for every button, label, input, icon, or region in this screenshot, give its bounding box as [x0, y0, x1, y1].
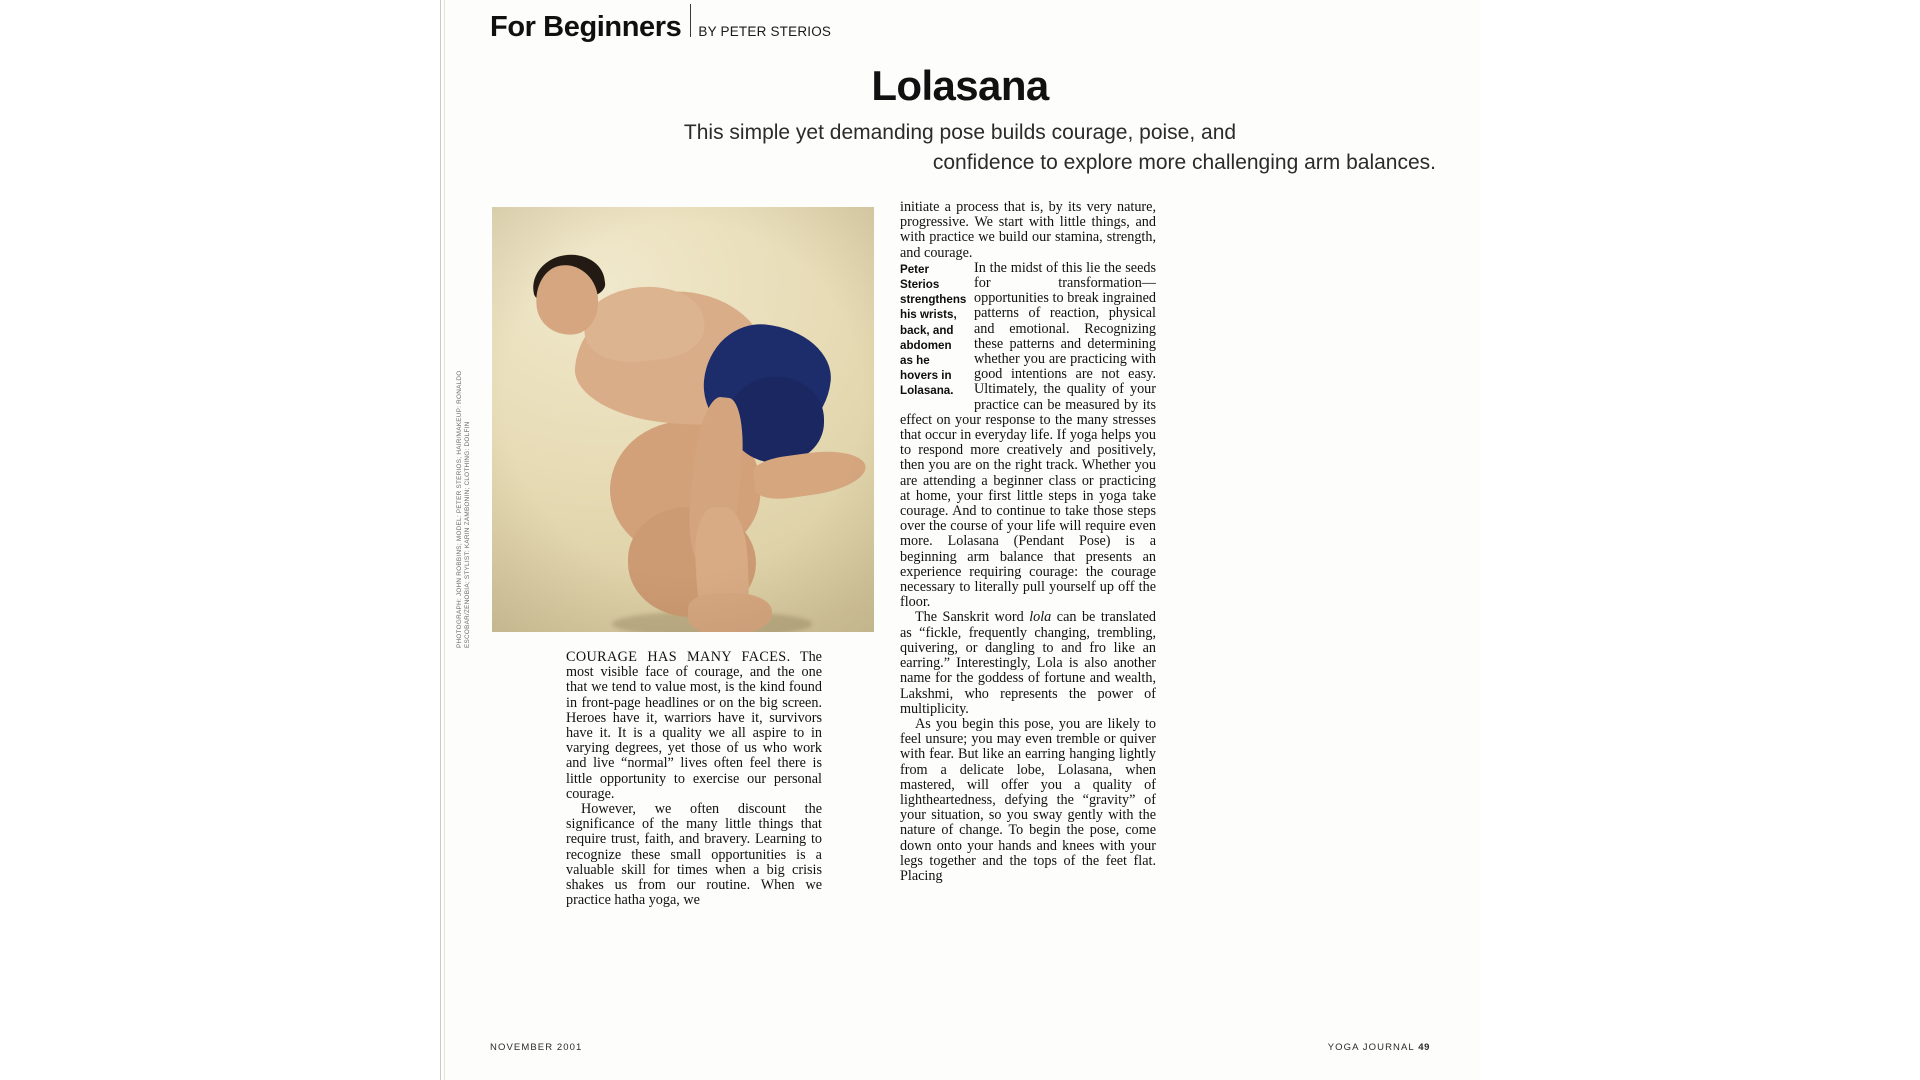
paragraph-lead: [566, 650, 822, 802]
footer-issue-date: NOVEMBER 2001: [490, 1042, 583, 1053]
page-title: Lolasana: [871, 62, 1049, 109]
lead-paragraph-text: The most visible face of courage, and the one that we tend to value most, is the kind found in front-page headlines or on the big screen. Heroes have it, warriors have it, survivors have it. It is a quality we all aspire to in varying degrees, yet those of us who work and live “normal” lives often feel there is little opportunity to exercise our personal courage.: [566, 649, 822, 802]
paragraph-text: In the midst of this lie the seeds for transformation—opportunities to break ingrained patterns of reaction, physical and emotional. Recognizing these patterns and determining whether you are practicing with good intentions are not easy. Ultimately, the quality of your practice can be measured by its effect on your response to the many stresses that occur in everyday life. If yoga helps you to respond more creatively and positively, then you are on the right track. Whether you are attending a beginner class or practicing at home, your first little steps in yoga take courage. And to continue to take those steps over the course of your life will require even more. Lolasana (Pendant Pose) is a beginning arm balance that presents an experience requiring courage: the courage necessary to literally pull yourself up off the floor.: [900, 259, 1156, 611]
lead-in-smallcaps: COURAGE HAS MANY FACES.: [566, 649, 791, 665]
body-column-right: [900, 200, 1156, 884]
photo-vignette: [492, 207, 874, 632]
sanskrit-text-after: can be translated as “fickle, frequently changing, trembling, quivering, or dangling to and fro like an earring.” Interestingly, Lola is also another name for the goddess of fortune and wealth, Lakshmi, who represents the power of multiplicity.: [900, 609, 1156, 717]
photo-caption: Peter Sterios strengthens his wrists, back, and abdomen as he hovers in Lolasana.: [900, 262, 967, 398]
paragraph-final: As you begin this pose, you are likely to feel unsure; you may even tremble or quiver with fear. But like an earring hanging lightly from a delicate lobe, Lolasana, when mastered, will offer you a quality of lightheartedness, defying the “gravity” of your situation, so you sway gently with the nature of change. To begin the pose, come down onto your hands and knees with your legs together and the tops of the feet flat. Placing: [900, 715, 1156, 884]
deck-line-1: This simple yet demanding pose builds courage, poise, and: [683, 121, 1237, 144]
deck-line-2: confidence to explore more challenging arm balances.: [932, 151, 1436, 174]
section-kicker: For Beginners: [490, 11, 682, 43]
photo-credit-line-1: PHOTOGRAPH: JOHN ROBBINS; MODEL: PETER STERIOS; HAIR/MAKEUP: RONALDO: [456, 370, 463, 648]
sanskrit-word-lola: lola: [1029, 609, 1052, 626]
pose-photograph: [492, 207, 874, 632]
photo-credit-line-2: ESCOBAR/ZENOBIA; STYLIST: KARIN ZAMBONIN; CLOTHING: DOLFIN: [464, 421, 471, 648]
paragraph-with-caption: [900, 261, 1156, 611]
photo-credit: [456, 370, 472, 648]
paragraph: initiate a process that is, by its very nature, progressive. We start with little things, and with practice we build our stamina, strength, and courage.: [900, 199, 1156, 261]
spine-rule-outer: [440, 0, 441, 1080]
kicker-divider: [690, 4, 691, 37]
article-deck: [480, 118, 1440, 178]
byline: BY PETER STERIOS: [698, 24, 832, 39]
article-header: [490, 6, 831, 42]
page-sheet: [440, 0, 1480, 1080]
paragraph-sanskrit: [900, 610, 1156, 716]
spine-rule-inner: [444, 0, 445, 1080]
body-column-left: [566, 650, 822, 908]
footer-publication-name: YOGA JOURNAL: [1327, 1042, 1415, 1053]
paragraph: However, we often discount the significance of the many little things that require trust, faith, and bravery. Learning to recognize these small opportunities is a valuable skill for times when a big crisis shakes us from our routine. When we practice hatha yoga, we: [566, 801, 822, 909]
footer-page-number: 49: [1418, 1042, 1430, 1053]
footer-publication: [1328, 1042, 1430, 1053]
sanskrit-text-before: The Sanskrit word: [915, 609, 1030, 626]
